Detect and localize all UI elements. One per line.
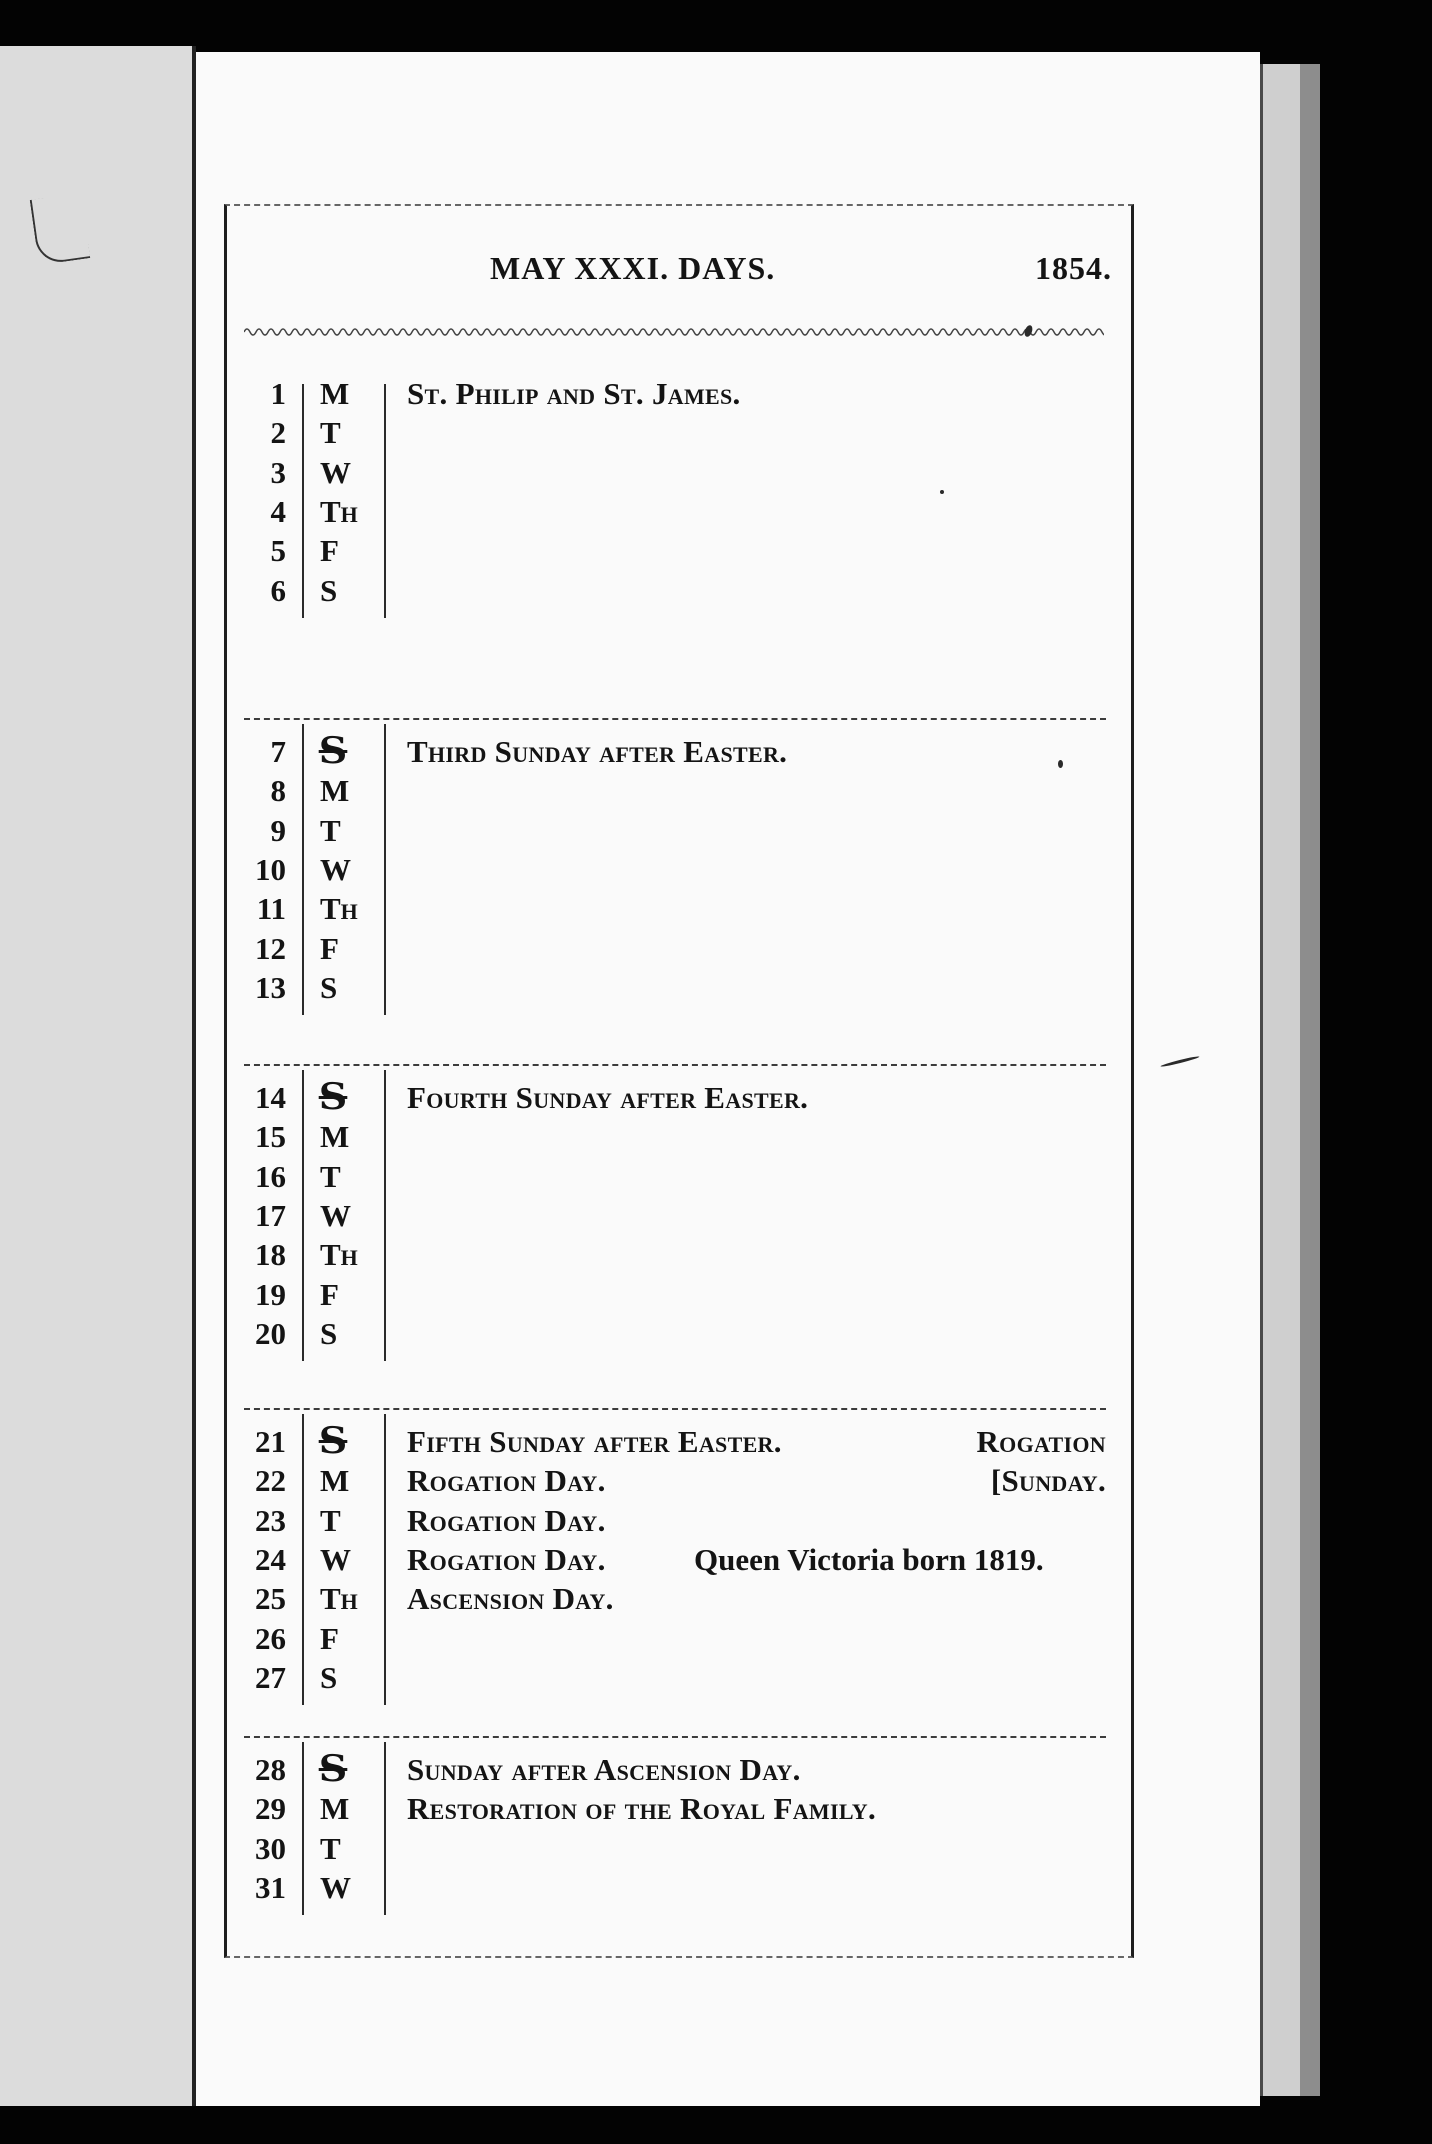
day-number: 31 xyxy=(255,1869,286,1905)
weekday-letter: W xyxy=(320,851,351,887)
event-text: Sunday after Ascension Day. xyxy=(407,1752,801,1787)
day-number: 5 xyxy=(270,533,286,569)
weekday-letter: F xyxy=(320,1620,339,1656)
event-text: Rogation Day. xyxy=(407,1463,606,1499)
event-text-right: [Sunday. xyxy=(990,1463,1106,1499)
week-block xyxy=(244,378,1106,622)
day-row xyxy=(244,413,1106,452)
day-row xyxy=(244,1078,1106,1117)
week-divider xyxy=(244,718,1106,720)
day-number: 7 xyxy=(270,734,286,769)
week-divider xyxy=(244,1408,1106,1410)
weekday-letter: W xyxy=(320,1197,351,1233)
weekday-letter: T xyxy=(320,1158,341,1194)
day-row xyxy=(244,1658,1106,1697)
day-row xyxy=(244,1314,1106,1353)
weekday-letter: M xyxy=(320,1791,350,1827)
day-number: 19 xyxy=(255,1276,286,1312)
day-row xyxy=(244,1235,1106,1274)
weekday-letter: T xyxy=(320,1830,341,1866)
day-number: 12 xyxy=(255,930,286,966)
weekday-letter: Th xyxy=(320,1581,358,1617)
day-row xyxy=(244,1196,1106,1235)
event-text: Third Sunday after Easter. xyxy=(407,734,788,769)
day-number: 22 xyxy=(255,1463,286,1499)
sunday-mark: S xyxy=(318,1420,348,1462)
day-number: 21 xyxy=(255,1424,286,1459)
day-row xyxy=(244,732,1106,771)
event-text: Rogation Day. xyxy=(407,1502,606,1538)
day-number: 29 xyxy=(255,1791,286,1827)
week-block xyxy=(244,1736,1106,1919)
weekday-letter: M xyxy=(320,773,350,809)
day-number: 18 xyxy=(255,1237,286,1273)
weekday-letter: W xyxy=(320,1869,351,1905)
sunday-mark: S xyxy=(318,730,348,772)
event-text-right: Rogation xyxy=(976,1424,1106,1459)
day-number: 9 xyxy=(270,812,286,848)
weekday-letter: T xyxy=(320,812,341,848)
weekday-letter: T xyxy=(320,415,341,451)
week-divider xyxy=(244,1736,1106,1738)
event-text: Fifth Sunday after Easter. xyxy=(407,1424,782,1459)
day-row xyxy=(244,811,1106,850)
day-number: 25 xyxy=(255,1581,286,1617)
day-row xyxy=(244,453,1106,492)
weekday-letter: M xyxy=(320,1119,350,1155)
sunday-mark: S xyxy=(318,1076,348,1118)
wavy-rule xyxy=(244,322,1104,342)
day-row xyxy=(244,1157,1106,1196)
day-row xyxy=(244,1619,1106,1658)
event-text: Fourth Sunday after Easter. xyxy=(407,1080,809,1115)
week-block xyxy=(244,718,1106,1019)
day-row xyxy=(244,1117,1106,1156)
day-number: 13 xyxy=(255,969,286,1005)
page-title: MAY XXXI. DAYS. xyxy=(490,250,776,286)
day-number: 4 xyxy=(270,493,286,529)
week-block xyxy=(244,1064,1106,1365)
weekday-letter: Th xyxy=(320,493,358,529)
day-number: 1 xyxy=(270,376,286,411)
day-number: 6 xyxy=(270,572,286,608)
day-row xyxy=(244,1422,1106,1461)
weekday-letter: F xyxy=(320,930,339,966)
ink-mark xyxy=(30,193,91,266)
day-row xyxy=(244,771,1106,810)
day-row xyxy=(244,1501,1106,1540)
day-number: 2 xyxy=(270,415,286,451)
day-number: 14 xyxy=(255,1080,286,1115)
page-header xyxy=(240,250,1112,300)
weekday-letter: S xyxy=(320,969,338,1005)
day-number: 27 xyxy=(255,1659,286,1695)
day-number: 3 xyxy=(270,454,286,490)
day-number: 23 xyxy=(255,1502,286,1538)
day-number: 30 xyxy=(255,1830,286,1866)
event-note: Queen Victoria born 1819. xyxy=(694,1541,1044,1577)
day-row xyxy=(244,1750,1106,1789)
day-number: 24 xyxy=(255,1541,286,1577)
day-row xyxy=(244,850,1106,889)
ink-speck xyxy=(940,490,944,494)
day-number: 20 xyxy=(255,1315,286,1351)
weekday-letter: W xyxy=(320,454,351,490)
event-text: Restoration of the Royal Family. xyxy=(407,1791,877,1827)
day-row xyxy=(244,1461,1106,1500)
day-row xyxy=(244,492,1106,531)
event-text: St. Philip and St. James. xyxy=(407,376,741,411)
day-row xyxy=(244,571,1106,610)
day-number: 17 xyxy=(255,1197,286,1233)
day-row xyxy=(244,1275,1106,1314)
event-text: Rogation Day. xyxy=(407,1541,606,1577)
day-row xyxy=(244,1868,1106,1907)
day-row xyxy=(244,531,1106,570)
week-divider xyxy=(244,1064,1106,1066)
weekday-letter: M xyxy=(320,1463,350,1499)
day-row xyxy=(244,889,1106,928)
week-block xyxy=(244,1408,1106,1709)
day-row xyxy=(244,1829,1106,1868)
weekday-letter: S xyxy=(320,1315,338,1351)
weekday-letter: T xyxy=(320,1502,341,1538)
weekday-letter: M xyxy=(320,376,350,411)
ink-speck xyxy=(1058,760,1063,768)
day-number: 26 xyxy=(255,1620,286,1656)
day-number: 10 xyxy=(255,851,286,887)
weekday-letter: F xyxy=(320,1276,339,1312)
day-row xyxy=(244,374,1106,413)
weekday-letter: S xyxy=(320,572,338,608)
page-edge-shadow xyxy=(1300,64,1320,2096)
day-number: 11 xyxy=(256,891,286,927)
weekday-letter: Th xyxy=(320,1237,358,1273)
page-edge xyxy=(1260,64,1303,2096)
weekday-letter: F xyxy=(320,533,339,569)
day-row xyxy=(244,968,1106,1007)
day-number: 16 xyxy=(255,1158,286,1194)
day-row xyxy=(244,929,1106,968)
day-row xyxy=(244,1540,1106,1579)
day-number: 15 xyxy=(255,1119,286,1155)
day-row xyxy=(244,1789,1106,1828)
day-number: 28 xyxy=(255,1752,286,1787)
weekday-letter: S xyxy=(320,1659,338,1695)
weekday-letter: W xyxy=(320,1541,351,1577)
day-row xyxy=(244,1579,1106,1618)
day-number: 8 xyxy=(270,773,286,809)
sunday-mark: S xyxy=(318,1748,348,1790)
page-year: 1854. xyxy=(1035,250,1112,286)
weekday-letter: Th xyxy=(320,891,358,927)
event-text: Ascension Day. xyxy=(407,1581,614,1617)
left-page-margin xyxy=(0,46,196,2106)
